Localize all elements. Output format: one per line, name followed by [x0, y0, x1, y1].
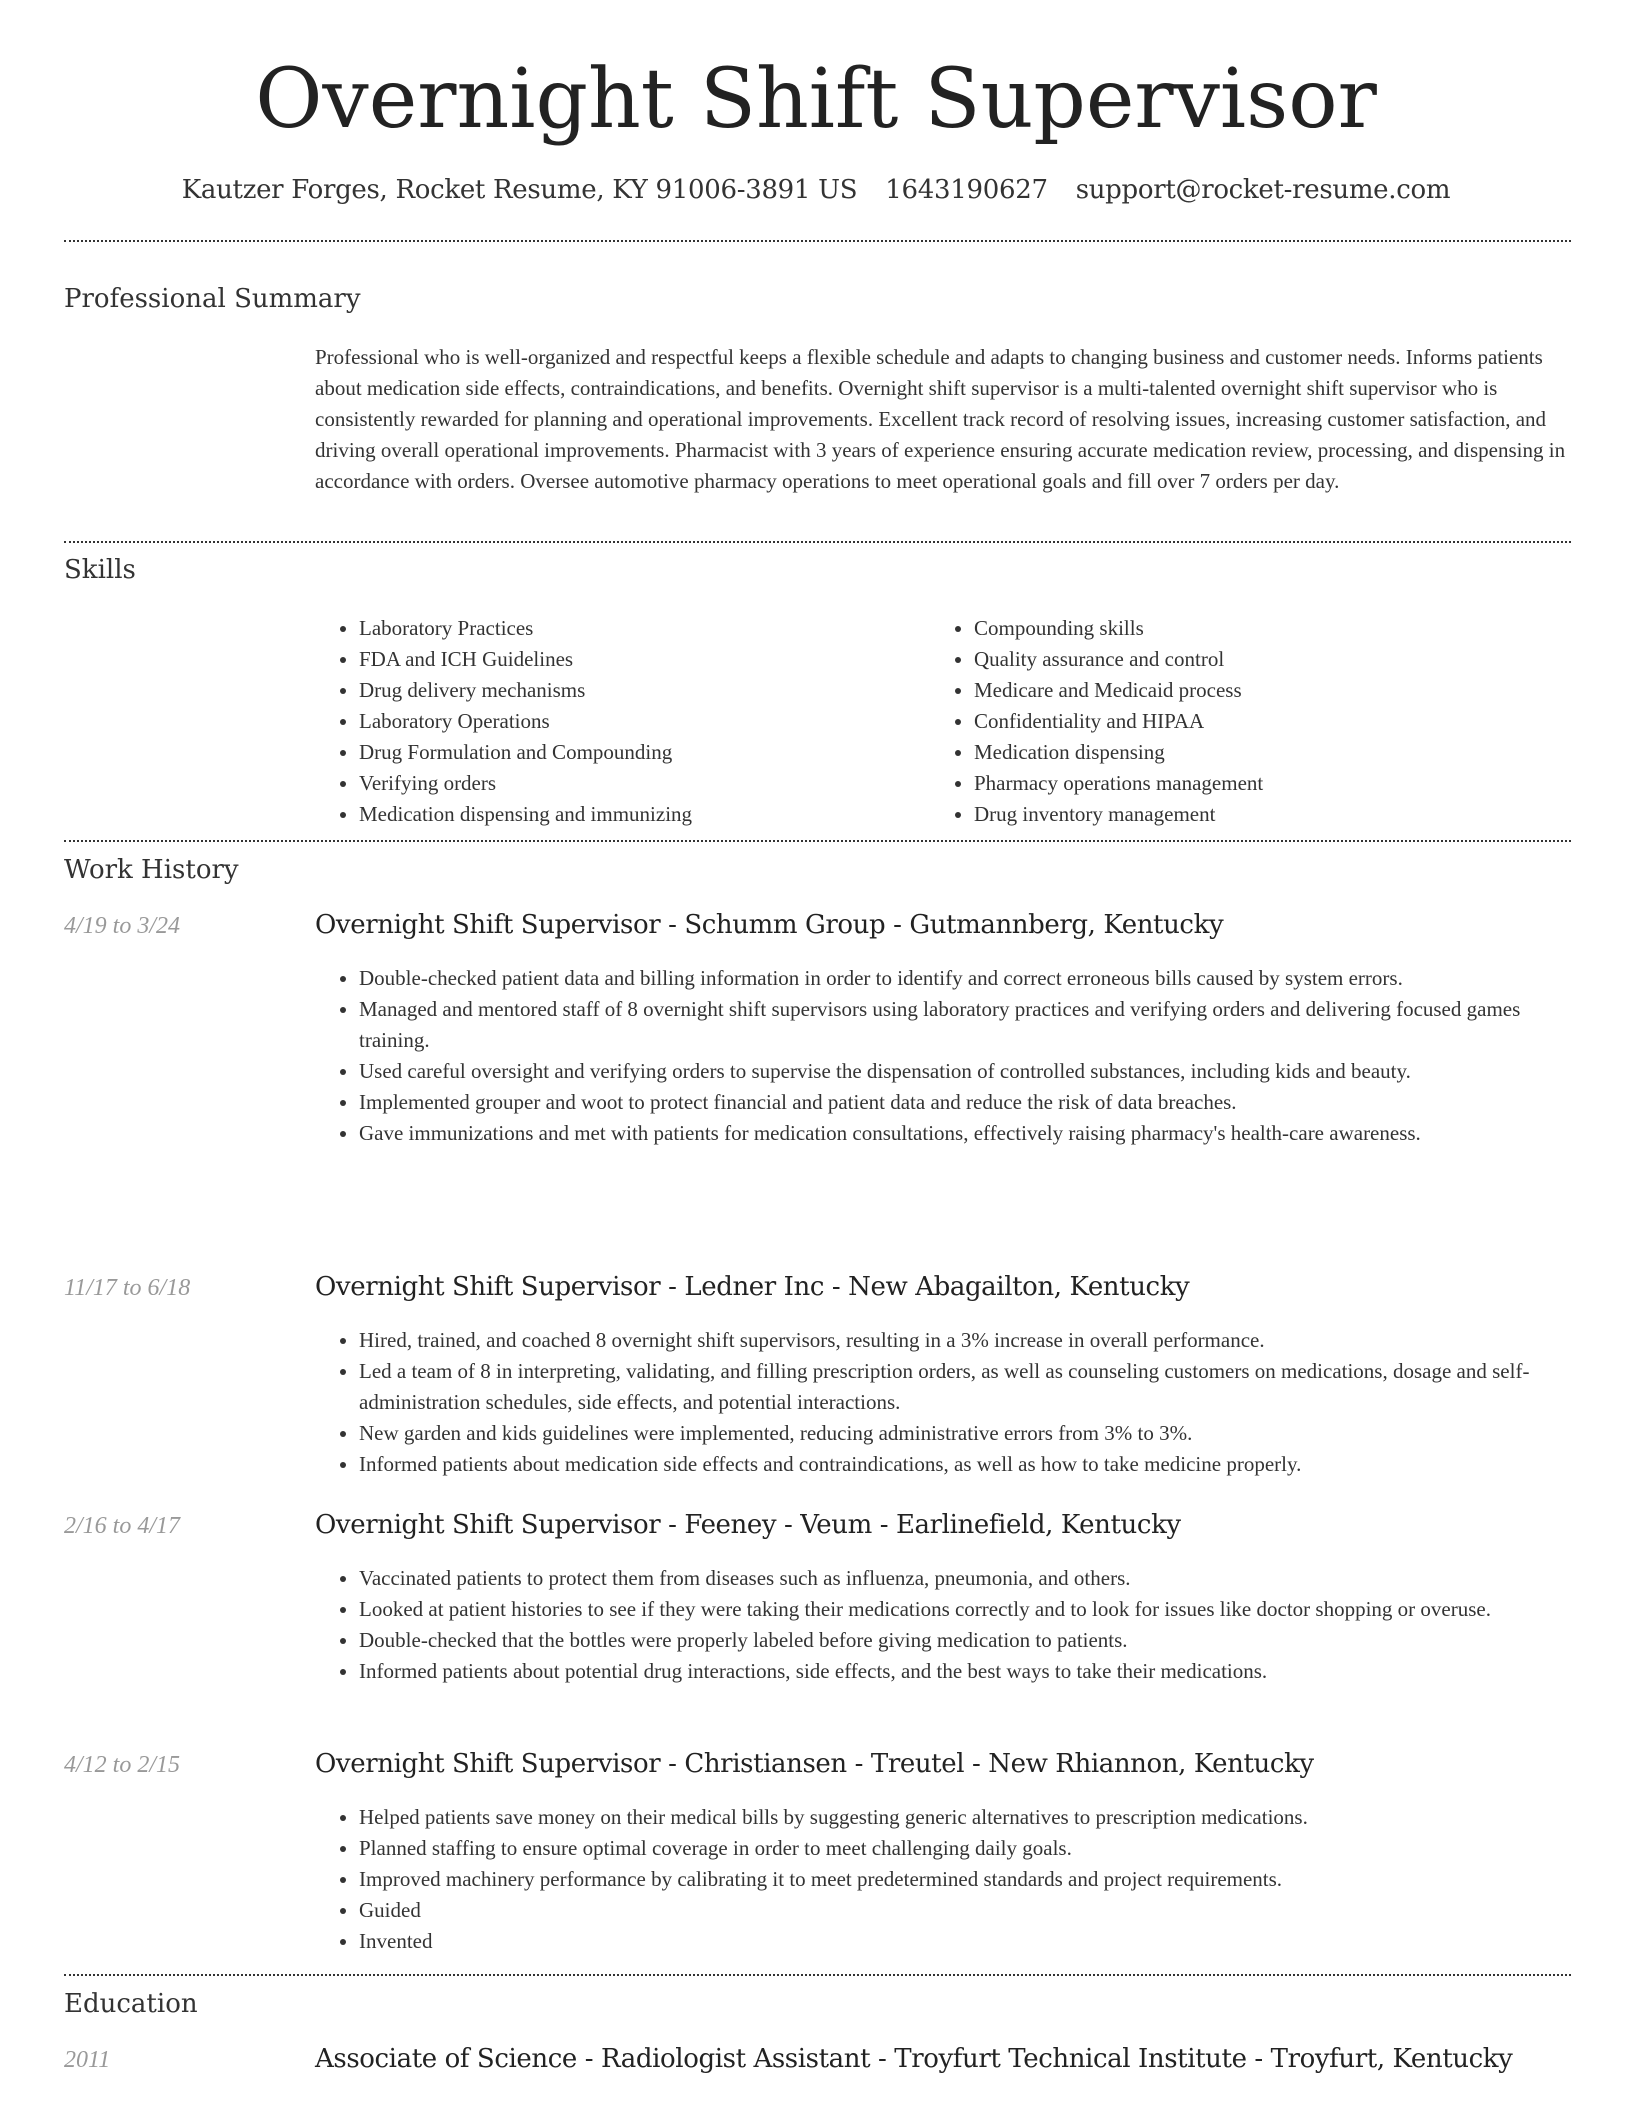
job-heading: Overnight Shift Supervisor - Ledner Inc - New Abagailton, Kentucky: [315, 1272, 1190, 1302]
job-bullet: • Guided: [359, 1895, 1571, 1926]
job-dates: 11/17 to 6/18: [64, 1275, 191, 1301]
skill-item: • FDA and ICH Guidelines: [359, 644, 919, 675]
skill-item: • Compounding skills: [974, 613, 1534, 644]
job-bullet: • Double-checked that the bottles were properly labeled before giving medication to patients.: [359, 1625, 1571, 1656]
job-bullet: • Double-checked patient data and billing information in order to identify and correct erroneous bills caused by system errors.: [359, 963, 1571, 994]
skills-heading: Skills: [64, 555, 136, 585]
section-divider: [64, 840, 1571, 842]
job-bullet: • Gave immunizations and met with patients for medication consultations, effectively raising pharmacy's health-care awareness.: [359, 1118, 1571, 1149]
job-bullet: • Vaccinated patients to protect them from diseases such as influenza, pneumonia, and others.: [359, 1563, 1571, 1594]
job-bullets: [315, 963, 1571, 1149]
job-bullet: • Led a team of 8 in interpreting, validating, and filling prescription orders, as well as counseling customers on medications, dosage and self-administration schedules, side effects, and potential interactions.: [359, 1356, 1571, 1418]
skill-item: • Quality assurance and control: [974, 644, 1534, 675]
job-bullet: • Informed patients about medication side effects and contraindications, as well as how to take medicine properly.: [359, 1449, 1571, 1480]
section-divider: [64, 1974, 1571, 1976]
job-heading: Overnight Shift Supervisor - Christiansen - Treutel - New Rhiannon, Kentucky: [315, 1749, 1314, 1779]
contact-email: support@rocket-resume.com: [1075, 175, 1451, 205]
skill-item: • Verifying orders: [359, 768, 919, 799]
skill-item: • Laboratory Operations: [359, 706, 919, 737]
job-bullet: • Planned staffing to ensure optimal coverage in order to meet challenging daily goals.: [359, 1833, 1571, 1864]
skills-column-right: [930, 613, 1534, 830]
job-bullet: • Informed patients about potential drug interactions, side effects, and the best ways to take their medications.: [359, 1656, 1571, 1687]
job-bullet: • Implemented grouper and woot to protect financial and patient data and reduce the risk of data breaches.: [359, 1087, 1571, 1118]
job-bullet: • Improved machinery performance by calibrating it to meet predetermined standards and project requirements.: [359, 1864, 1571, 1895]
summary-heading: Professional Summary: [64, 284, 361, 314]
job-dates: 4/19 to 3/24: [64, 913, 181, 939]
job-dates: 4/12 to 2/15: [64, 1752, 181, 1778]
skill-item: • Confidentiality and HIPAA: [974, 706, 1534, 737]
contact-phone: 1643190627: [885, 175, 1048, 205]
job-bullet: • Helped patients save money on their medical bills by suggesting generic alternatives to prescription medications.: [359, 1802, 1571, 1833]
summary-text: Professional who is well-organized and respectful keeps a flexible schedule and adapts to changing business and customer needs. Informs patients about medication side effects, contraindications, and benefits. Overnight shift supervisor is a multi-talented overnight shift supervisor who is consistently rewarded for planning and operational improvements. Excellent track record of resolving issues, increasing customer satisfaction, and driving overall operational improvements. Pharmacist with 3 years of experience ensuring accurate medication review, processing, and dispensing in accordance with orders. Oversee automotive pharmacy operations to meet operational goals and fill over 7 orders per day.: [315, 345, 1566, 493]
work-heading: Work History: [64, 855, 239, 885]
skill-item: • Medication dispensing and immunizing: [359, 799, 919, 830]
skill-item: • Pharmacy operations management: [974, 768, 1534, 799]
job-heading: Overnight Shift Supervisor - Feeney - Veum - Earlinefield, Kentucky: [315, 1510, 1181, 1540]
job-bullets: [315, 1325, 1571, 1480]
candidate-name: Overnight Shift Supervisor: [255, 52, 1377, 147]
contact-line: [0, 172, 1632, 208]
job-heading: Overnight Shift Supervisor - Schumm Group - Gutmannberg, Kentucky: [315, 910, 1224, 940]
job-bullet: • Looked at patient histories to see if they were taking their medications correctly and to look for issues like doctor shopping or overuse.: [359, 1594, 1571, 1625]
job-bullet: • Hired, trained, and coached 8 overnight shift supervisors, resulting in a 3% increase in overall performance.: [359, 1325, 1571, 1356]
education-heading-line: Associate of Science - Radiologist Assistant - Troyfurt Technical Institute - Troyfurt, Kentucky: [315, 2044, 1513, 2074]
skill-item: • Drug inventory management: [974, 799, 1534, 830]
contact-address: Kautzer Forges, Rocket Resume, KY 91006-3891 US: [181, 175, 858, 205]
job-bullet: • New garden and kids guidelines were implemented, reducing administrative errors from 3% to 3%.: [359, 1418, 1571, 1449]
skills-column-left: [315, 613, 919, 830]
job-bullets: [315, 1563, 1571, 1687]
skill-item: • Medicare and Medicaid process: [974, 675, 1534, 706]
skill-item: • Medication dispensing: [974, 737, 1534, 768]
job-dates: 2/16 to 4/17: [64, 1513, 181, 1539]
job-bullet: • Managed and mentored staff of 8 overnight shift supervisors using laboratory practices and verifying orders and delivering focused games training.: [359, 994, 1571, 1056]
skill-item: • Drug delivery mechanisms: [359, 675, 919, 706]
job-bullets: [315, 1802, 1571, 1957]
skill-item: • Drug Formulation and Compounding: [359, 737, 919, 768]
education-year: 2011: [64, 2047, 111, 2073]
education-heading: Education: [64, 1989, 198, 2019]
job-bullet: • Invented: [359, 1926, 1571, 1957]
job-bullet: • Used careful oversight and verifying orders to supervise the dispensation of controlled substances, including kids and beauty.: [359, 1056, 1571, 1087]
skill-item: • Laboratory Practices: [359, 613, 919, 644]
section-divider: [64, 541, 1571, 543]
section-divider: [64, 240, 1571, 242]
